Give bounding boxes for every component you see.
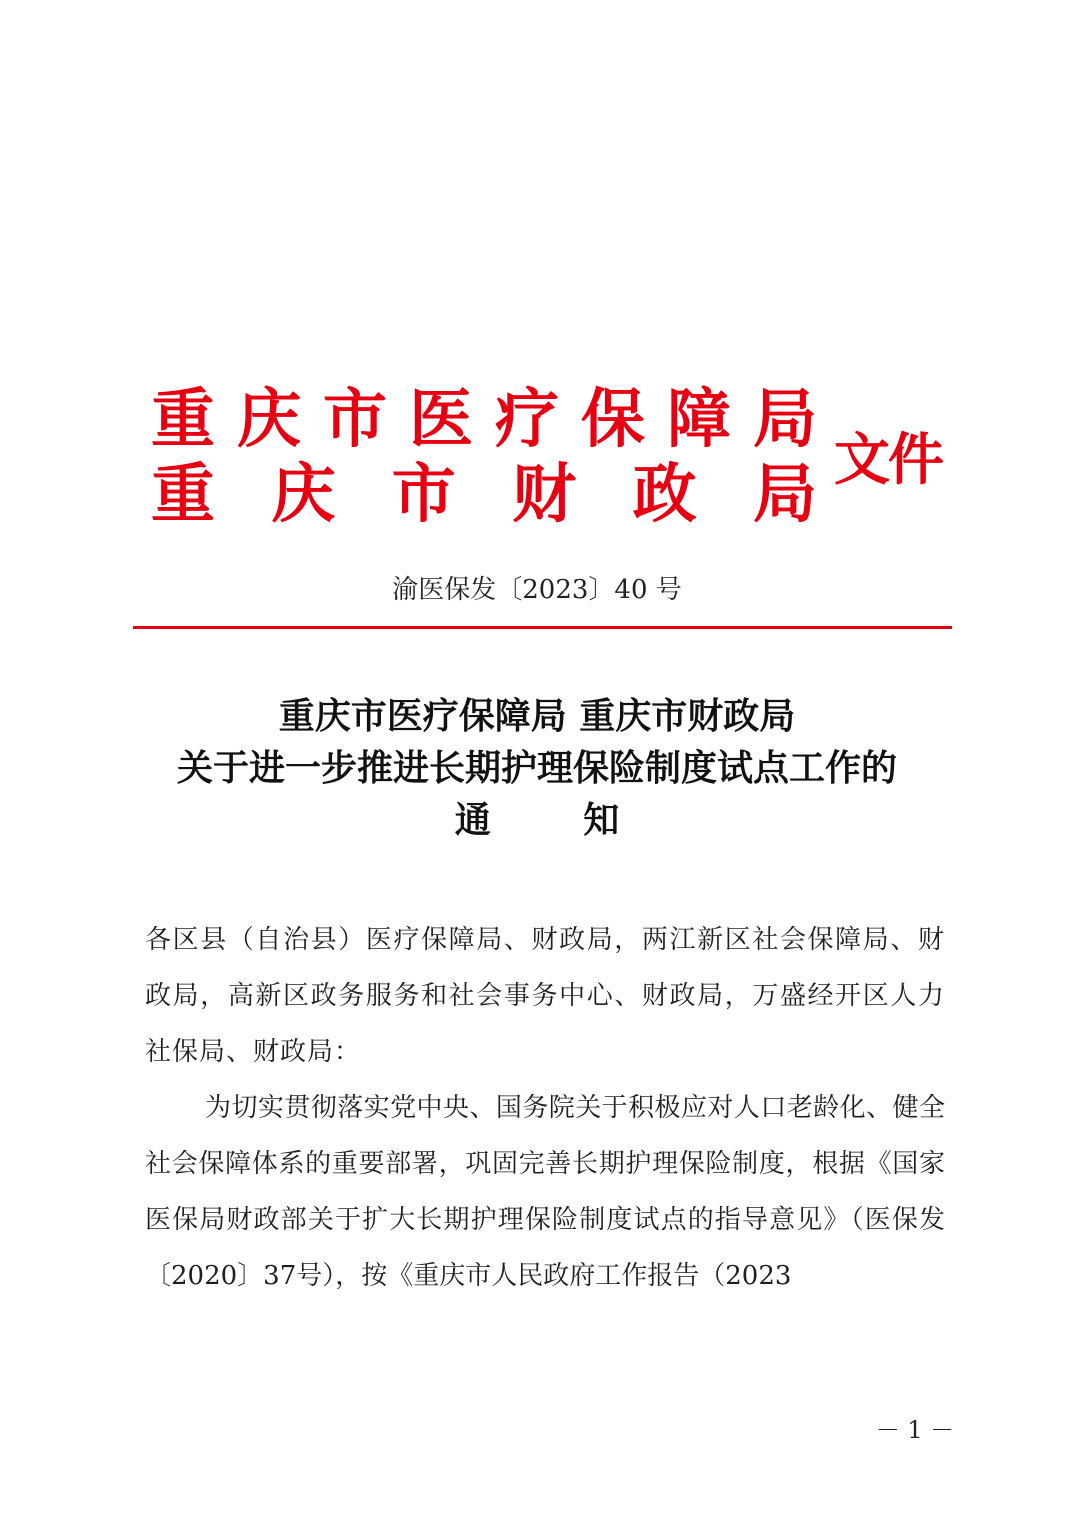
red-divider-line	[133, 626, 952, 629]
masthead-char: 局	[752, 457, 817, 532]
masthead-char: 重	[151, 457, 215, 532]
masthead-document-suffix: 文件	[834, 427, 942, 493]
document-title	[100, 690, 974, 846]
masthead-char: 疗	[495, 382, 559, 457]
issuer-line-finance	[150, 457, 818, 532]
body-paragraph: 为切实贯彻落实党中央、国务院关于积极应对人口老龄化、健全社会保障体系的重要部署，巩固完善长期护理保险制度，根据《国家医保局财政部关于扩大长期护理保险制度试点的指导意见》（医保发〔2020〕37号），按《重庆市人民政府工作报告（2023	[145, 1093, 945, 1291]
masthead-char: 医	[409, 382, 473, 457]
masthead-char: 庆	[237, 382, 301, 457]
document-number: 渝医保发〔2023〕40 号	[392, 575, 682, 605]
masthead-char: 局	[753, 382, 817, 457]
masthead-char: 障	[667, 382, 731, 457]
masthead-char: 财	[512, 457, 577, 532]
title-line-1: 重庆市医疗保障局 重庆市财政局	[278, 695, 796, 737]
masthead-char: 市	[391, 457, 456, 532]
addressee-paragraph: 各区县（自治县）医疗保障局、财政局，两江新区社会保障局、财政局，高新区政务服务和社会事务中心、财政局，万盛经开区人力社保局、财政局：	[145, 925, 945, 1067]
title-line-2: 关于进一步推进长期护理保险制度试点工作的	[176, 747, 897, 789]
masthead-char: 庆	[271, 457, 336, 532]
masthead-char: 政	[632, 457, 697, 532]
issuer-line-medical-security	[150, 382, 818, 457]
masthead-char: 保	[581, 382, 645, 457]
masthead-char: 市	[323, 382, 387, 457]
red-masthead	[150, 380, 950, 530]
document-body	[145, 912, 945, 1304]
title-line-3: 通 知	[454, 799, 660, 841]
masthead-char: 重	[151, 382, 215, 457]
page-number: － 1 －	[875, 1416, 955, 1444]
